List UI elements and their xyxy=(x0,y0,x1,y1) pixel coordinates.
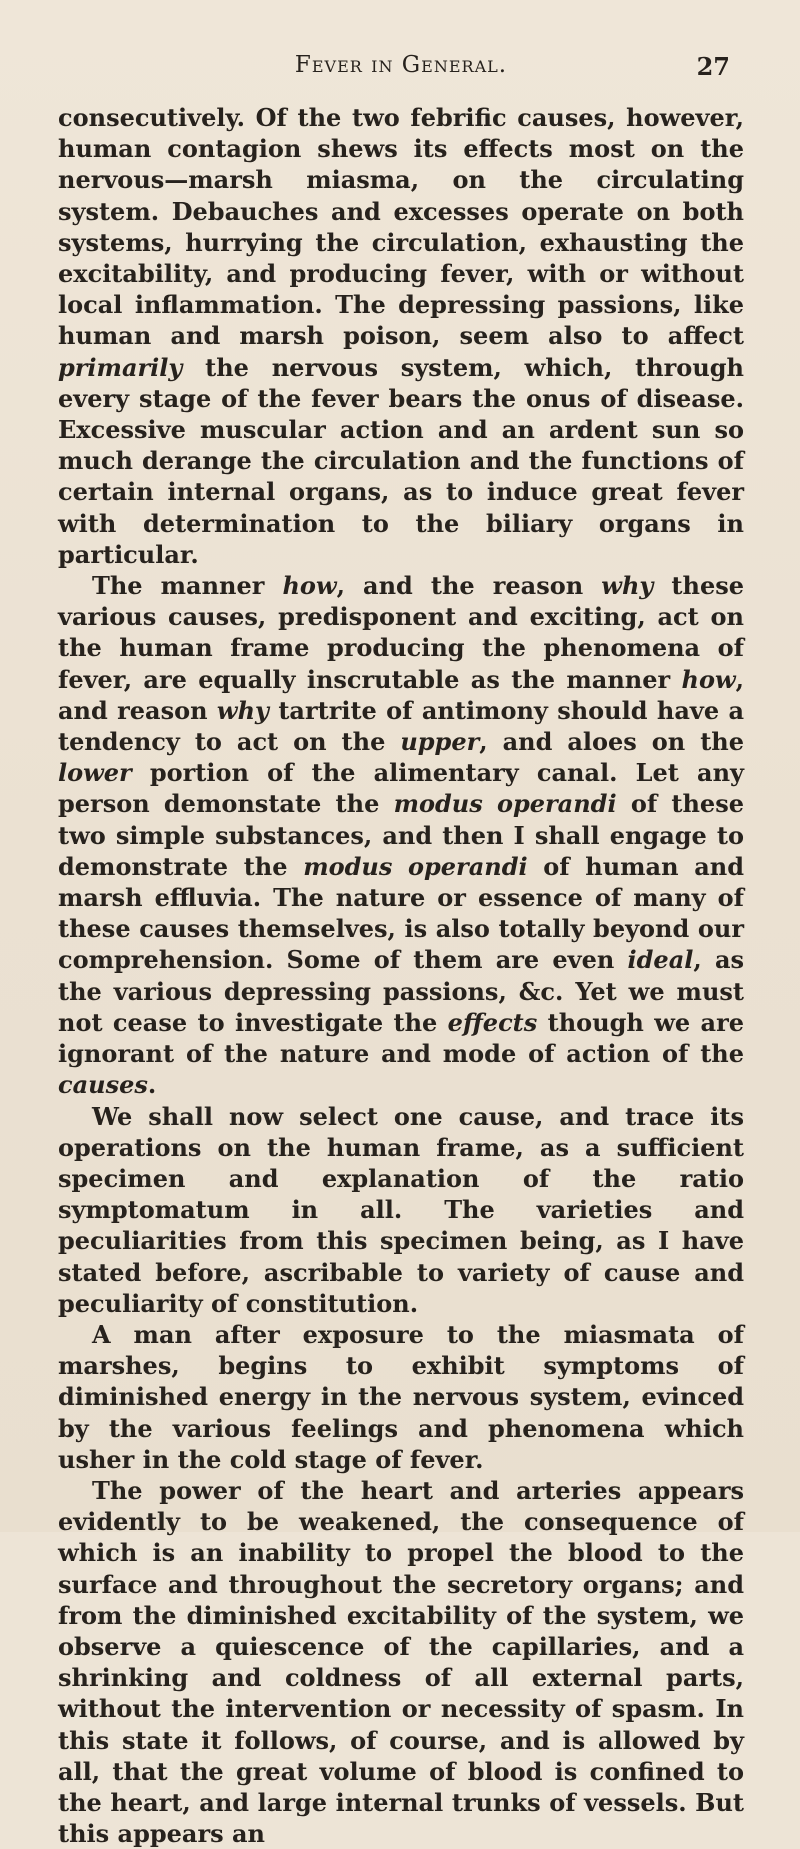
running-title: Fever in General. xyxy=(294,52,508,78)
text-run: , and reason xyxy=(58,664,744,725)
text-run: The manner xyxy=(92,571,283,601)
text-run: , and aloes on the xyxy=(479,727,745,757)
italic-text: ideal xyxy=(627,945,694,975)
body-text xyxy=(58,102,744,1849)
text-run: . xyxy=(147,1070,157,1100)
text-run: of these two simple substances, and then I shall engage to demonstrate the xyxy=(58,789,744,881)
text-run: , and the reason xyxy=(336,571,602,601)
text-run: A man after exposure to the miasmata of marshes, begins to exhibit symptoms of diminished energy in the nervous system, evinced by the various feelings and phenomena which usher in the cold stage of fever. xyxy=(58,1319,744,1474)
text-run: the nervous system, which, through every stage of the fever bears the onus of disease. Excessive muscular action and an ardent sun so much derange the circulation and the functions of certain internal organs, as to induce great fever with determination to the biliary organs in particular. xyxy=(58,352,744,569)
italic-text: effects xyxy=(447,1007,538,1037)
italic-text: primarily xyxy=(58,352,183,382)
page-number: 27 xyxy=(696,52,730,81)
text-run: , as the various depressing passions, &c. Yet we must not cease to investigate the xyxy=(58,945,745,1037)
italic-text: modus operandi xyxy=(393,789,617,819)
paragraph-4 xyxy=(58,1319,744,1475)
italic-text: lower xyxy=(58,758,132,788)
italic-text: why xyxy=(216,695,269,725)
italic-text: upper xyxy=(400,727,480,757)
italic-text: modus operandi xyxy=(303,851,528,881)
paragraph-1 xyxy=(58,102,744,570)
text-run: tartrite of antimony should have a tendency to act on the xyxy=(58,695,744,757)
text-run: though we are ignorant of the nature and mode of action of the xyxy=(58,1007,744,1069)
italic-text: why xyxy=(601,571,654,601)
italic-text: how xyxy=(681,664,736,694)
paragraph-3 xyxy=(58,1101,744,1319)
paragraph-5 xyxy=(58,1475,744,1849)
paragraph-2 xyxy=(58,570,744,1100)
text-run: consecutively. Of the two febrific causes, however, human contagion shews its effects most on the nervous—marsh miasma, on the circulating system. Debauches and excesses operate on both systems, hurrying the circulation, exhausting the excitability, and producing fever, with or without local inflammation. The depressing passions, like human and marsh poison, seem also to affect xyxy=(58,103,744,351)
italic-text: how xyxy=(282,571,337,601)
text-run: We shall now select one cause, and trace its operations on the human frame, as a sufficient specimen and explanation of the ratio symptomatum in all. The varieties and peculiarities from this specimen being, as I have stated before, ascribable to variety of cause and peculiarity of constitution. xyxy=(58,1101,744,1318)
running-head xyxy=(58,52,744,90)
text-run: of human and marsh effluvia. The nature or essence of many of these causes themselves, is also totally beyond our comprehension. Some of them are even xyxy=(58,851,744,975)
italic-text: causes xyxy=(58,1070,148,1100)
text-run: these various causes, predisponent and exciting, act on the human frame producing the phenomena of fever, are equally inscrutable as the manner xyxy=(58,571,745,694)
text-run: The power of the heart and arteries appears evidently to be weakened, the consequence of which is an inability to propel the blood to the surface and throughout the secretory organs; and from the diminished excitability of the system, we observe a quiescence of the capillaries, and a shrinking and coldness of all external parts, without the intervention or necessity of spasm. In this state it follows, of course, and is allowed by all, that the great volume of blood is confined to the heart, and large internal trunks of vessels. But this appears an xyxy=(58,1475,744,1849)
text-run: portion of the alimentary canal. Let any person demonstate the xyxy=(58,758,744,819)
